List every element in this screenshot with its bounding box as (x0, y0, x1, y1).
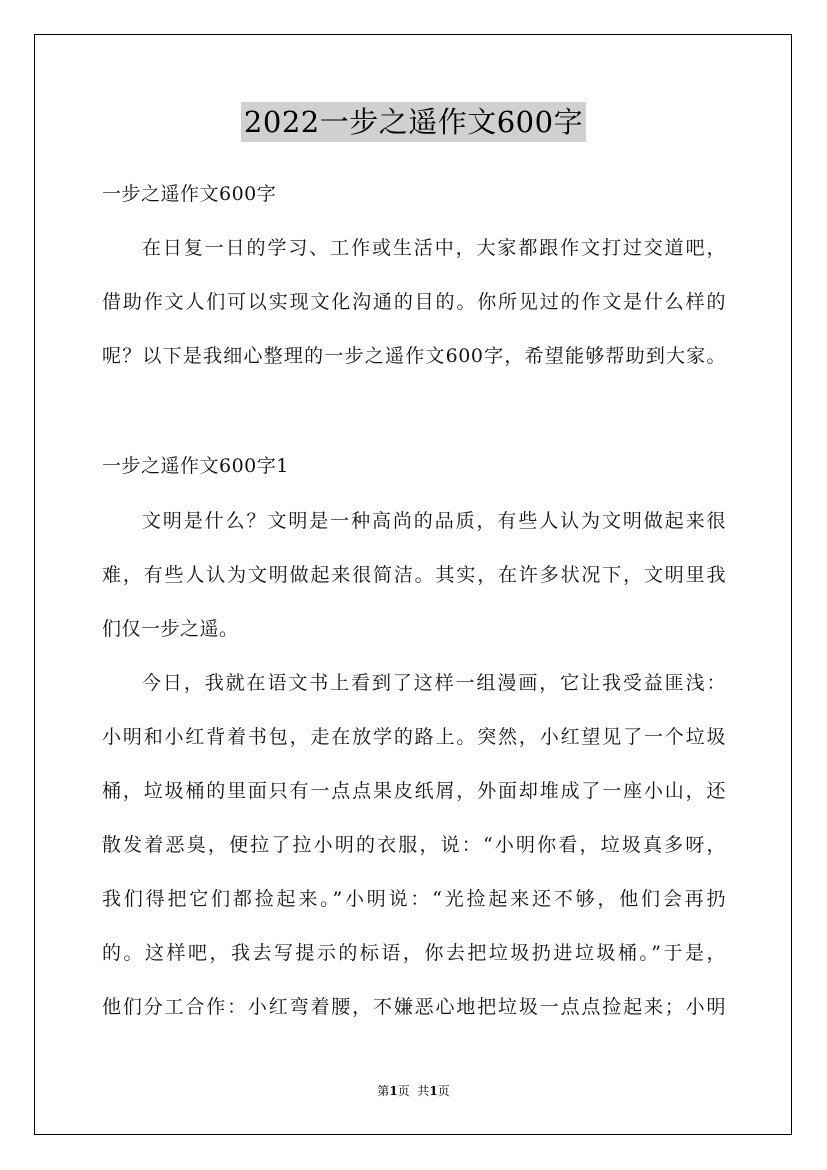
title-container (0, 102, 827, 142)
footer-page-suffix: 页 (437, 1084, 450, 1098)
document-subtitle: 一步之遥作文600字 (102, 183, 277, 205)
para1-line-3: 们仅一步之遥。 (102, 618, 239, 640)
para2-line-7: 他们分工合作：小红弯着腰，不嫌恶心地把垃圾一点点捡起来；小明 (102, 996, 726, 1018)
document-title: 2022一步之遥作文600字 (241, 102, 586, 142)
para2-line-2: 小明和小红背着书包，走在放学的路上。突然，小红望见了一个垃圾 (102, 726, 726, 748)
intro-line-2: 借助作文人们可以实现文化沟通的目的。你所见过的作文是什么样的 (102, 291, 726, 313)
para2-line-3: 桶，垃圾桶的里面只有一点点果皮纸屑，外面却堆成了一座小山，还 (102, 780, 726, 802)
para2-line-5: 我们得把它们都捡起来。”小明说：“光捡起来还不够，他们会再扔 (102, 888, 726, 910)
footer-page-mid: 页 共 (397, 1084, 430, 1098)
para2-line-4: 散发着恶臭，便拉了拉小明的衣服，说：“小明你看，垃圾真多呀， (102, 834, 726, 856)
para2-line-1: 今日，我就在语文书上看到了这样一组漫画，它让我受益匪浅： (142, 672, 726, 694)
para1-line-2: 难，有些人认为文明做起来很简洁。其实，在许多状况下，文明里我 (102, 564, 726, 586)
footer-page-total: 1 (429, 1084, 438, 1098)
para2-line-6: 的。这样吧，我去写提示的标语，你去把垃圾扔进垃圾桶。”于是， (102, 942, 726, 964)
para1-line-1: 文明是什么？文明是一种高尚的品质，有些人认为文明做起来很 (142, 510, 726, 532)
section-heading: 一步之遥作文600字1 (102, 455, 289, 477)
footer-page-current: 1 (389, 1084, 398, 1098)
page-footer (0, 1082, 827, 1100)
footer-page-prefix: 第 (377, 1084, 390, 1098)
intro-line-1: 在日复一日的学习、工作或生活中，大家都跟作文打过交道吧， (142, 237, 726, 259)
intro-line-3: 呢？以下是我细心整理的一步之遥作文600字，希望能够帮助到大家。 (102, 345, 726, 367)
